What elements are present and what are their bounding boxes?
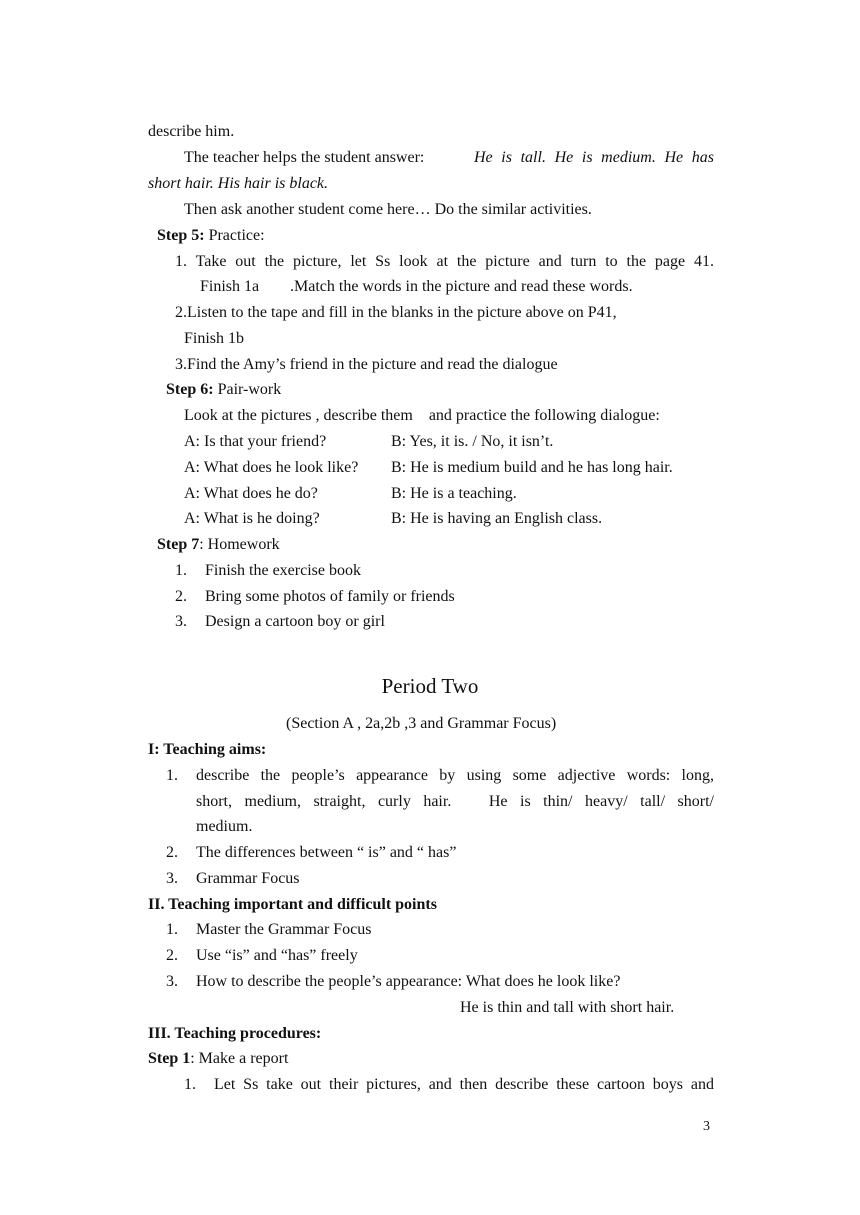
list-item: Master the Grammar Focus (196, 921, 372, 938)
list-num: 1. (175, 562, 187, 579)
list-item-cont: medium. (196, 818, 253, 835)
list-item: Use “is” and “has” freely (196, 947, 358, 964)
list-num: 2. (166, 947, 178, 964)
list-num: 3. (175, 613, 187, 630)
section-title: Period Two (381, 674, 479, 698)
list-item: Let Ss take out their pictures, and then describe these cartoon boys and (214, 1076, 714, 1093)
step-heading (148, 1049, 288, 1069)
list-item: How to describe the people’s appearance: What does he look like? (196, 973, 621, 990)
step-title: : Make a report (190, 1050, 289, 1067)
dialogue-b: B: He is a teaching. (391, 485, 517, 502)
step-title: Practice: (204, 227, 265, 244)
list-item: 1. Take out the picture, let Ss look at the picture and turn to the page 41. (175, 253, 714, 270)
list-num: 3. (166, 870, 178, 887)
list-item: Grammar Focus (196, 870, 300, 887)
list-item-cont: short, medium, straight, curly hair. He is thin/ heavy/ tall/ short/ (196, 793, 714, 810)
example-answer: short hair. His hair is black. (148, 175, 329, 192)
dialogue-b: B: He is medium build and he has long hair. (391, 459, 673, 476)
list-item: The differences between “ is” and “ has” (196, 844, 457, 861)
list-item: describe the people’s appearance by using some adjective words: long, (196, 767, 714, 784)
section-subtitle: (Section A , 2a,2b ,3 and Grammar Focus) (286, 715, 557, 732)
dialogue-a: A: What is he doing? (184, 510, 320, 527)
dialogue-b: B: Yes, it is. / No, it isn’t. (391, 433, 554, 450)
step-heading (157, 535, 280, 555)
list-num: 1. (166, 767, 178, 784)
step-label: Step 6: (166, 381, 214, 398)
text-line: Look at the pictures , describe them and practice the following dialogue: (184, 407, 660, 424)
list-num: 1. (184, 1076, 196, 1093)
example-answer: He is tall. He is medium. He has (474, 149, 714, 166)
list-num: 2. (175, 588, 187, 605)
list-item-cont: Finish 1a (200, 278, 260, 295)
list-item: Design a cartoon boy or girl (205, 613, 385, 630)
step-title: : Homework (199, 536, 280, 553)
list-item: 3.Find the Amy’s friend in the picture and read the dialogue (175, 356, 558, 373)
dialogue-a: A: Is that your friend? (184, 433, 327, 450)
step-heading (166, 380, 281, 400)
step-heading (157, 226, 265, 246)
page-number: 3 (703, 1119, 710, 1134)
list-num: 1. (166, 921, 178, 938)
text-line: Then ask another student come here… Do the similar activities. (184, 201, 592, 218)
dialogue-a: A: What does he do? (184, 485, 318, 502)
dialogue-b: B: He is having an English class. (391, 510, 603, 527)
step-title: Pair-work (213, 381, 282, 398)
list-item-cont: .Match the words in the picture and read these words. (290, 278, 633, 295)
list-item: Finish the exercise book (205, 562, 361, 579)
step-label: Step 1 (148, 1050, 191, 1067)
text-line: describe him. (148, 123, 235, 140)
heading: III. Teaching procedures: (148, 1025, 322, 1042)
heading: I: Teaching aims: (148, 741, 267, 758)
text-line: The teacher helps the student answer: (184, 149, 425, 166)
list-num: 3. (166, 973, 178, 990)
list-item-cont: He is thin and tall with short hair. (460, 999, 675, 1016)
step-label: Step 5: (157, 227, 205, 244)
list-item: Bring some photos of family or friends (205, 588, 455, 605)
heading: II. Teaching important and difficult points (148, 896, 437, 913)
list-item: 2.Listen to the tape and fill in the blanks in the picture above on P41, (175, 304, 617, 321)
dialogue-a: A: What does he look like? (184, 459, 359, 476)
step-label: Step 7 (157, 536, 200, 553)
list-num: 2. (166, 844, 178, 861)
list-item-cont: Finish 1b (184, 330, 245, 347)
